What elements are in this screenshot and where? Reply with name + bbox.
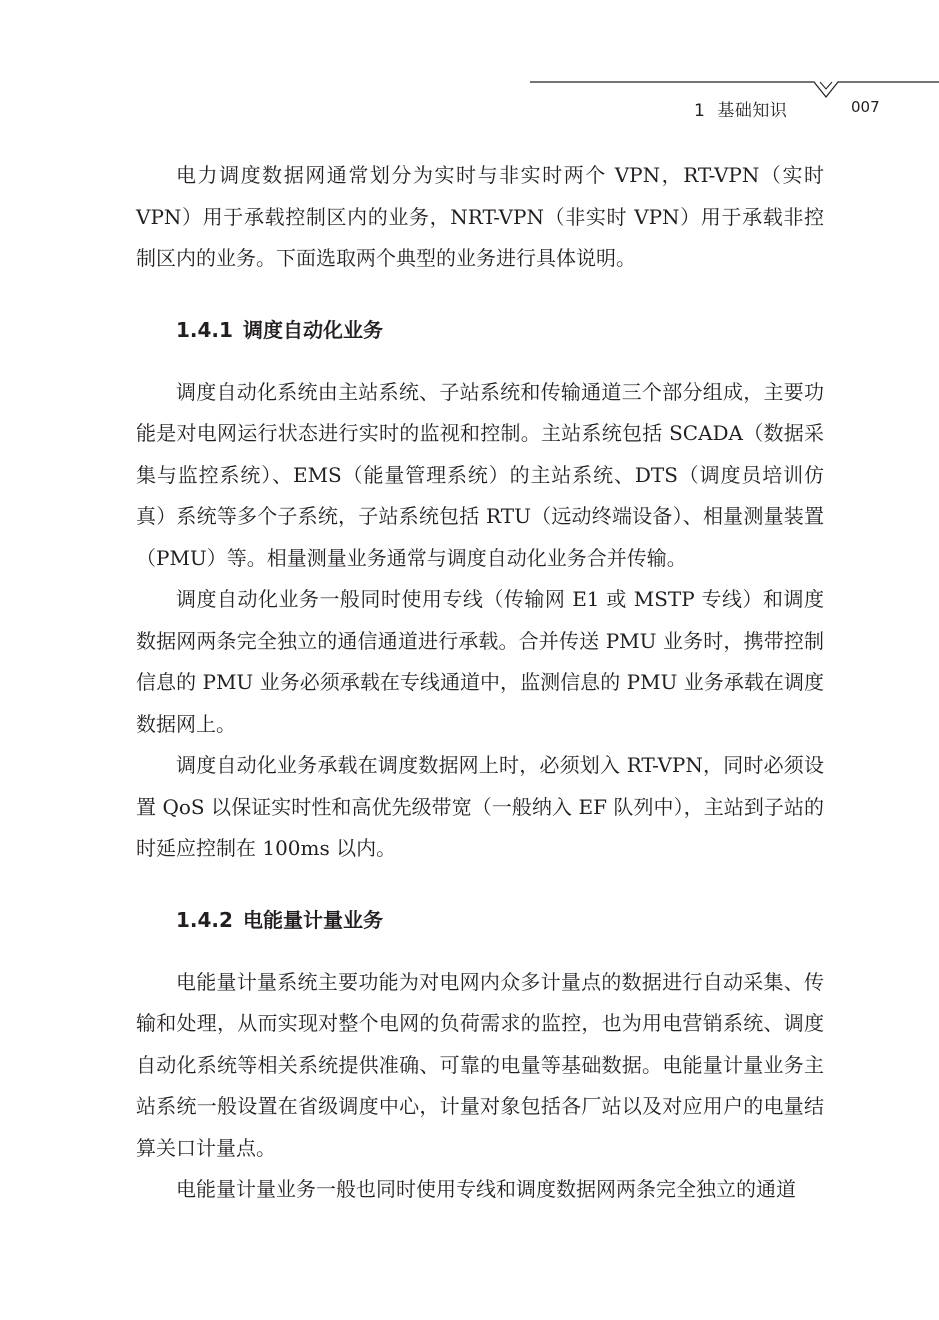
body-paragraph: 调度自动化业务一般同时使用专线（传输网 E1 或 MSTP 专线）和调度数据网两条完全独立的通信通道进行承载。合并传送 PMU 业务时，携带控制信息的 PMU 业务必须承载在专线通道中，监测信息的 PMU 业务承载在调度数据网上。 — [136, 587, 824, 736]
header-rule — [0, 0, 939, 120]
section-title: 电能量计量业务 — [242, 907, 383, 932]
body-paragraph: 调度自动化业务承载在调度数据网上时，必须划入 RT-VPN，同时必须设置 QoS 以保证实时性和高优先级带宽（一般纳入 EF 队列中），主站到子站的时延应控制在 100ms 以内。 — [136, 753, 824, 860]
intro-paragraph: 电力调度数据网通常划分为实时与非实时两个 VPN，RT-VPN（实时 VPN）用于承载控制区内的业务，NRT-VPN（非实时 VPN）用于承载非控制区内的业务。下面选取两个典型的业务进行具体说明。 — [136, 163, 824, 270]
page-number: 007 — [851, 98, 880, 116]
section-number: 1.4.1 — [176, 317, 233, 342]
running-header-chapter — [694, 96, 787, 121]
section-number: 1.4.2 — [176, 907, 233, 932]
body-paragraph: 电能量计量业务一般也同时使用专线和调度数据网两条完全独立的通道 — [176, 1177, 796, 1201]
chapter-number: 1 — [694, 101, 706, 121]
chapter-title: 基础知识 — [717, 101, 788, 121]
section-heading-1-4-1 — [176, 315, 824, 345]
section-heading-1-4-2 — [176, 905, 824, 935]
body-paragraph: 电能量计量系统主要功能为对电网内众多计量点的数据进行自动采集、传输和处理，从而实现对整个电网的负荷需求的监控，也为用电营销系统、调度自动化系统等相关系统提供准确、可靠的电量等基础数据。电能量计量业务主站系统一般设置在省级调度中心，计量对象包括各厂站以及对应用户的电量结算关口计量点。 — [136, 969, 824, 1160]
body-paragraph: 调度自动化系统由主站系统、子站系统和传输通道三个部分组成，主要功能是对电网运行状态进行实时的监视和控制。主站系统包括 SCADA（数据采集与监控系统）、EMS（能量管理系统）的主站系统、DTS（调度员培训仿真）系统等多个子系统，子站系统包括 RTU（远动终端设备）、相量测量装置（PMU）等。相量测量业务通常与调度自动化业务合并传输。 — [136, 379, 824, 570]
section-title: 调度自动化业务 — [242, 317, 383, 342]
page-body — [136, 155, 824, 1211]
section-spacer — [136, 870, 824, 905]
